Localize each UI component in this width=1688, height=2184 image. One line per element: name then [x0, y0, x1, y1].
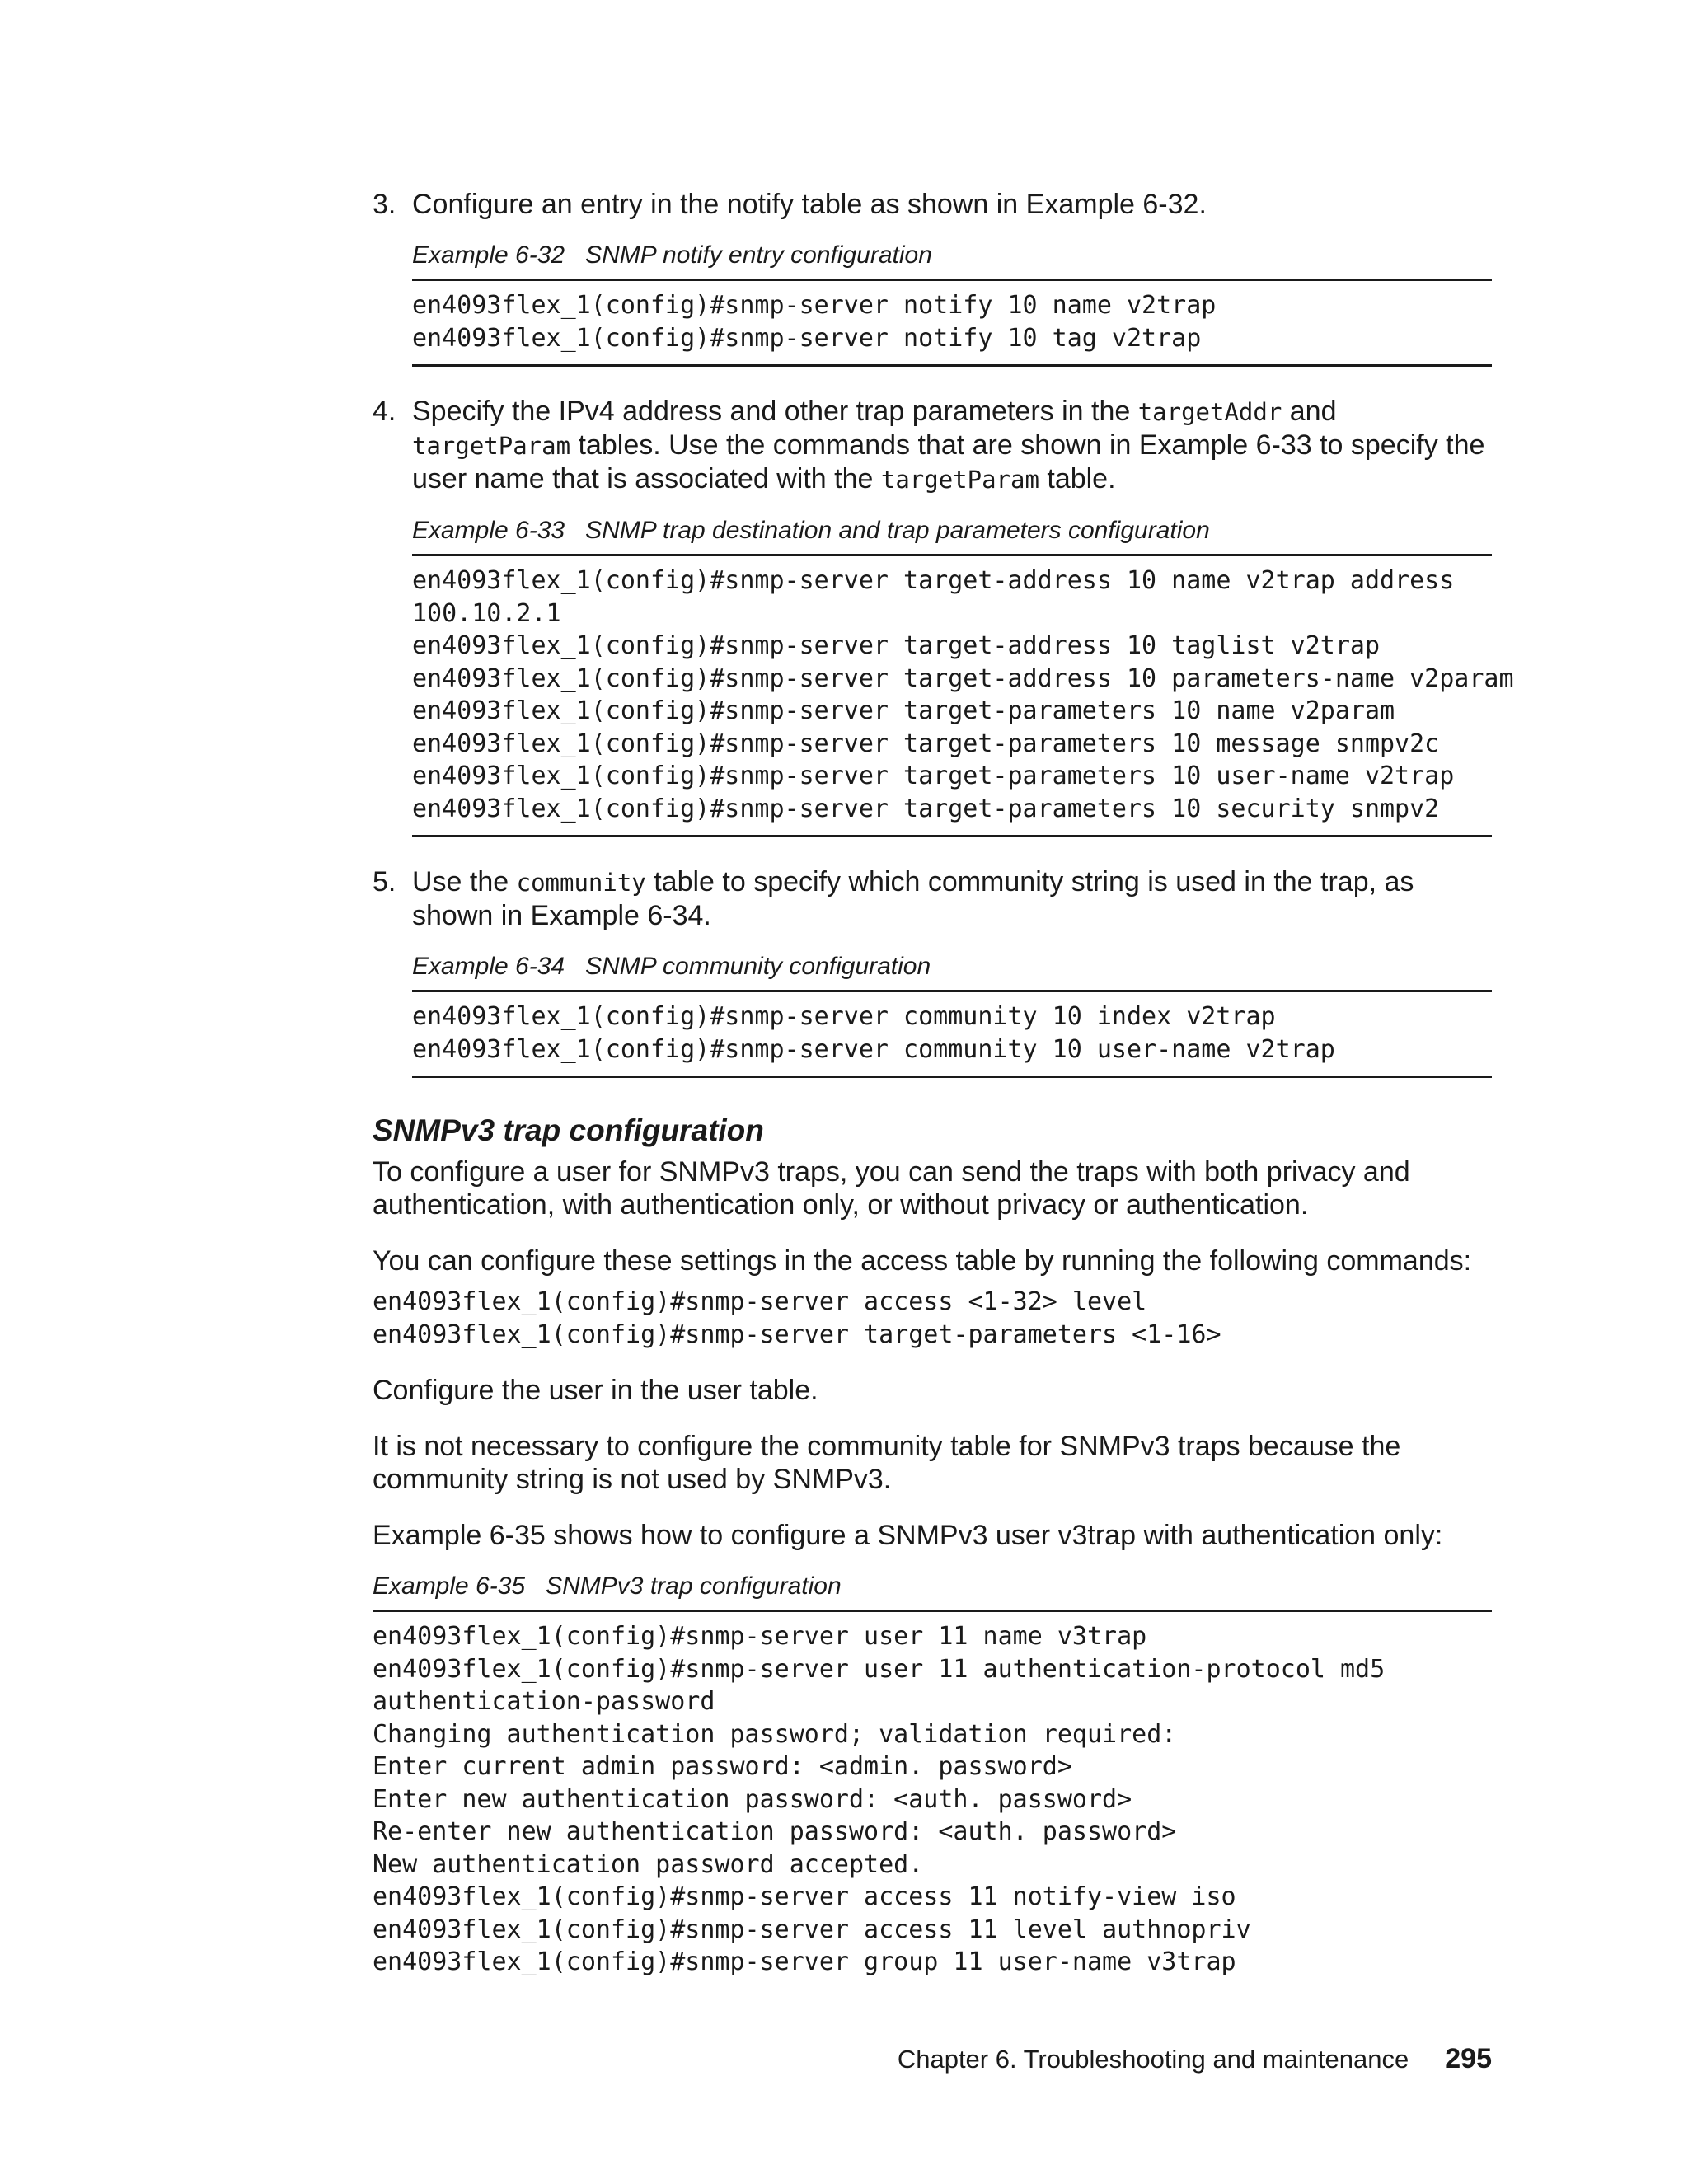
step-3	[373, 188, 1492, 221]
code-line: en4093flex_1(config)#snmp-server target-parameters 10 message snmpv2c	[412, 729, 1440, 758]
step-5	[373, 865, 1492, 932]
paragraph: It is not necessary to configure the community table for SNMPv3 traps because the community string is not used by SNMPv3.	[373, 1431, 1401, 1495]
example-caption	[412, 952, 1492, 982]
code-block	[373, 1610, 1492, 1989]
example-id: Example 6-32	[412, 241, 565, 269]
step-text-part: tables. Use the commands that are shown in Example 6-33 to specify the user name that is associated with the	[412, 429, 1485, 494]
code-line: en4093flex_1(config)#snmp-server target-address 10 name v2trap address	[412, 566, 1455, 595]
chapter-title: Chapter 6. Troubleshooting and maintenance	[897, 2045, 1409, 2074]
code-line: en4093flex_1(config)#snmp-server group 11 user-name v3trap	[373, 1947, 1236, 1976]
example-id: Example 6-34	[412, 953, 565, 980]
example-title: SNMP trap destination and trap parameters configuration	[585, 517, 1210, 544]
code-line: Changing authentication password; validation required:	[373, 1719, 1177, 1749]
paragraph: To configure a user for SNMPv3 traps, you can send the traps with both privacy and authentication, with authentication only, or without privacy or authentication.	[373, 1156, 1410, 1221]
example-caption	[412, 241, 1492, 270]
code-line: Enter new authentication password: <auth. password>	[373, 1784, 1132, 1814]
step-text-part: table.	[1039, 463, 1116, 494]
section-heading: SNMPv3 trap configuration	[373, 1113, 764, 1147]
example-id: Example 6-33	[412, 517, 565, 544]
code-block	[412, 279, 1492, 367]
code-line: Enter current admin password: <admin. password>	[373, 1752, 1072, 1781]
code-line: en4093flex_1(config)#snmp-server access <1-32> level	[373, 1287, 1147, 1316]
inline-code-targetparam: targetParam	[880, 466, 1039, 494]
code-line: en4093flex_1(config)#snmp-server user 11 authentication-protocol md5	[373, 1654, 1386, 1684]
page-footer	[898, 2042, 1492, 2076]
code-line: New authentication password accepted.	[373, 1849, 924, 1879]
example-caption	[373, 1572, 1492, 1601]
example-6-33	[412, 516, 1514, 837]
code-block	[412, 990, 1492, 1078]
example-6-32	[412, 241, 1492, 367]
example-title: SNMP community configuration	[585, 953, 931, 980]
step-number: 4.	[373, 396, 396, 427]
step-4	[373, 395, 1492, 496]
inline-code-community: community	[516, 869, 646, 897]
code-line: en4093flex_1(config)#snmp-server community 10 user-name v2trap	[412, 1034, 1335, 1064]
code-line: authentication-password	[373, 1687, 715, 1716]
command-listing	[373, 1286, 1492, 1351]
code-line: en4093flex_1(config)#snmp-server target-parameters 10 security snmpv2	[412, 794, 1440, 823]
code-line: en4093flex_1(config)#snmp-server access 11 level authnopriv	[373, 1915, 1251, 1944]
code-line: en4093flex_1(config)#snmp-server target-address 10 parameters-name v2param	[412, 663, 1514, 693]
code-line: en4093flex_1(config)#snmp-server target-parameters 10 user-name v2trap	[412, 762, 1455, 790]
code-line: en4093flex_1(config)#snmp-server target-parameters <1-16>	[373, 1319, 1221, 1349]
inline-code-targetparam: targetParam	[412, 432, 571, 460]
inline-code-targetaddr: targetAddr	[1137, 398, 1282, 426]
code-line: en4093flex_1(config)#snmp-server user 11 name v3trap	[373, 1622, 1147, 1651]
step-text-part: and	[1282, 396, 1337, 427]
code-block	[412, 554, 1514, 837]
example-6-34	[412, 952, 1492, 1078]
step-number: 5.	[373, 866, 396, 898]
code-line: en4093flex_1(config)#snmp-server notify 10 name v2trap	[412, 291, 1217, 320]
code-line: en4093flex_1(config)#snmp-server community 10 index v2trap	[412, 1002, 1276, 1031]
code-line: en4093flex_1(config)#snmp-server target-parameters 10 name v2param	[412, 696, 1395, 725]
paragraph: Example 6-35 shows how to configure a SNMPv3 user v3trap with authentication only:	[373, 1520, 1443, 1551]
step-text-part: table to specify which community string is used in the trap, as shown in Example 6-34.	[412, 866, 1414, 931]
example-title: SNMP notify entry configuration	[585, 241, 932, 269]
step-text-part: Use the	[412, 866, 517, 898]
step-number: 3.	[373, 189, 396, 220]
code-line: Re-enter new authentication password: <auth. password>	[373, 1817, 1177, 1846]
example-title: SNMPv3 trap configuration	[546, 1572, 842, 1600]
paragraph: You can configure these settings in the access table by running the following commands:	[373, 1245, 1472, 1277]
step-text: Configure an entry in the notify table as shown in Example 6-32.	[412, 189, 1207, 220]
code-line: en4093flex_1(config)#snmp-server access 11 notify-view iso	[373, 1882, 1236, 1911]
page-number: 295	[1445, 2043, 1492, 2074]
paragraph: Configure the user in the user table.	[373, 1375, 818, 1406]
example-caption	[412, 516, 1492, 546]
example-id: Example 6-35	[373, 1572, 526, 1600]
code-line: 100.10.2.1	[412, 598, 561, 628]
page-content	[373, 188, 1514, 1989]
step-text-part: Specify the IPv4 address and other trap parameters in the	[412, 396, 1138, 427]
code-line: en4093flex_1(config)#snmp-server notify 10 tag v2trap	[412, 323, 1202, 353]
example-6-35	[373, 1572, 1492, 1989]
code-line: en4093flex_1(config)#snmp-server target-address 10 taglist v2trap	[412, 631, 1380, 660]
